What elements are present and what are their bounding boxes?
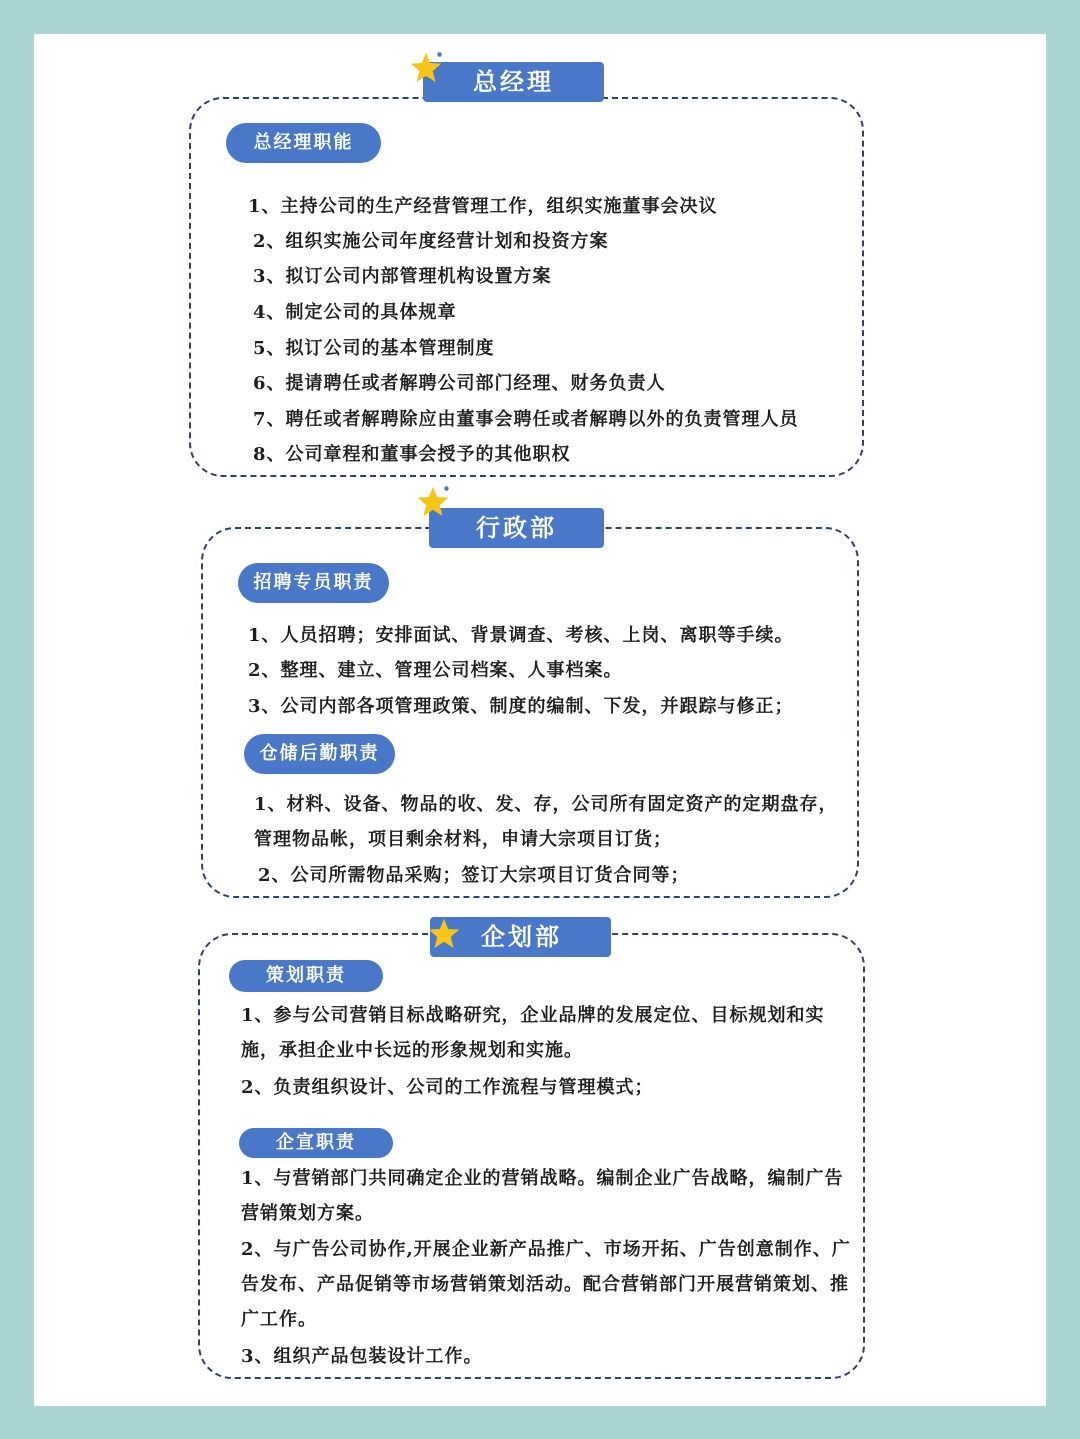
group-label: 招聘专员职责 xyxy=(238,563,389,603)
list-item: 1、人员招聘；安排面试、背景调查、考核、上岗、离职等手续。 xyxy=(248,625,794,646)
list-item: 1、材料、设备、物品的收、发、存，公司所有固定资产的定期盘存，管理物品帐，项目剩余材料，申请大宗项目订货； xyxy=(254,794,838,850)
group-label: 企宣职责 xyxy=(239,1128,393,1158)
group-label: 仓储后勤职责 xyxy=(244,734,395,774)
list-item: 2、整理、建立、管理公司档案、人事档案。 xyxy=(248,660,623,681)
list-item: 1、主持公司的生产经营管理工作，组织实施董事会决议 xyxy=(248,196,718,217)
star-icon xyxy=(408,50,444,86)
star-icon xyxy=(415,484,451,520)
section-title: 行政部 xyxy=(429,508,604,548)
list-item: 4、制定公司的具体规章 xyxy=(253,302,457,323)
list-item: 2、组织实施公司年度经营计划和投资方案 xyxy=(253,231,609,252)
list-item: 3、拟订公司内部管理机构设置方案 xyxy=(253,266,552,287)
list-item: 2、公司所需物品采购；签订大宗项目订货合同等； xyxy=(258,865,690,886)
group-label: 策划职责 xyxy=(229,960,383,992)
list-item: 2、与广告公司协作,开展企业新产品推广、市场开拓、广告创意制作、广告发布、产品促销等市场营销策划活动。配合营销部门开展营销策划、推广工作。 xyxy=(241,1239,851,1330)
list-item: 1、与营销部门共同确定企业的营销战略。编制企业广告战略，编制广告营销策划方案。 xyxy=(241,1168,844,1224)
group-label: 总经理职能 xyxy=(226,123,381,163)
list-item: 7、聘任或者解聘除应由董事会聘任或者解聘以外的负责管理人员 xyxy=(253,409,799,430)
list-item: 3、组织产品包装设计工作。 xyxy=(241,1346,483,1367)
list-item: 8、公司章程和董事会授予的其他职权 xyxy=(253,444,571,465)
list-item: 6、提请聘任或者解聘公司部门经理、财务负责人 xyxy=(253,373,666,394)
list-item: 3、公司内部各项管理政策、制度的编制、下发，并跟踪与修正； xyxy=(248,696,794,717)
list-item: 5、拟订公司的基本管理制度 xyxy=(253,338,495,359)
list-item: 2、负责组织设计、公司的工作流程与管理模式； xyxy=(241,1077,654,1098)
page xyxy=(34,34,1046,1406)
star-icon xyxy=(426,916,462,952)
section-title: 总经理 xyxy=(423,62,604,102)
list-item: 1、参与公司营销目标战略研究，企业品牌的发展定位、目标规划和实施，承担企业中长远的形象规划和实施。 xyxy=(241,1005,825,1061)
section-title: 企划部 xyxy=(430,917,611,957)
